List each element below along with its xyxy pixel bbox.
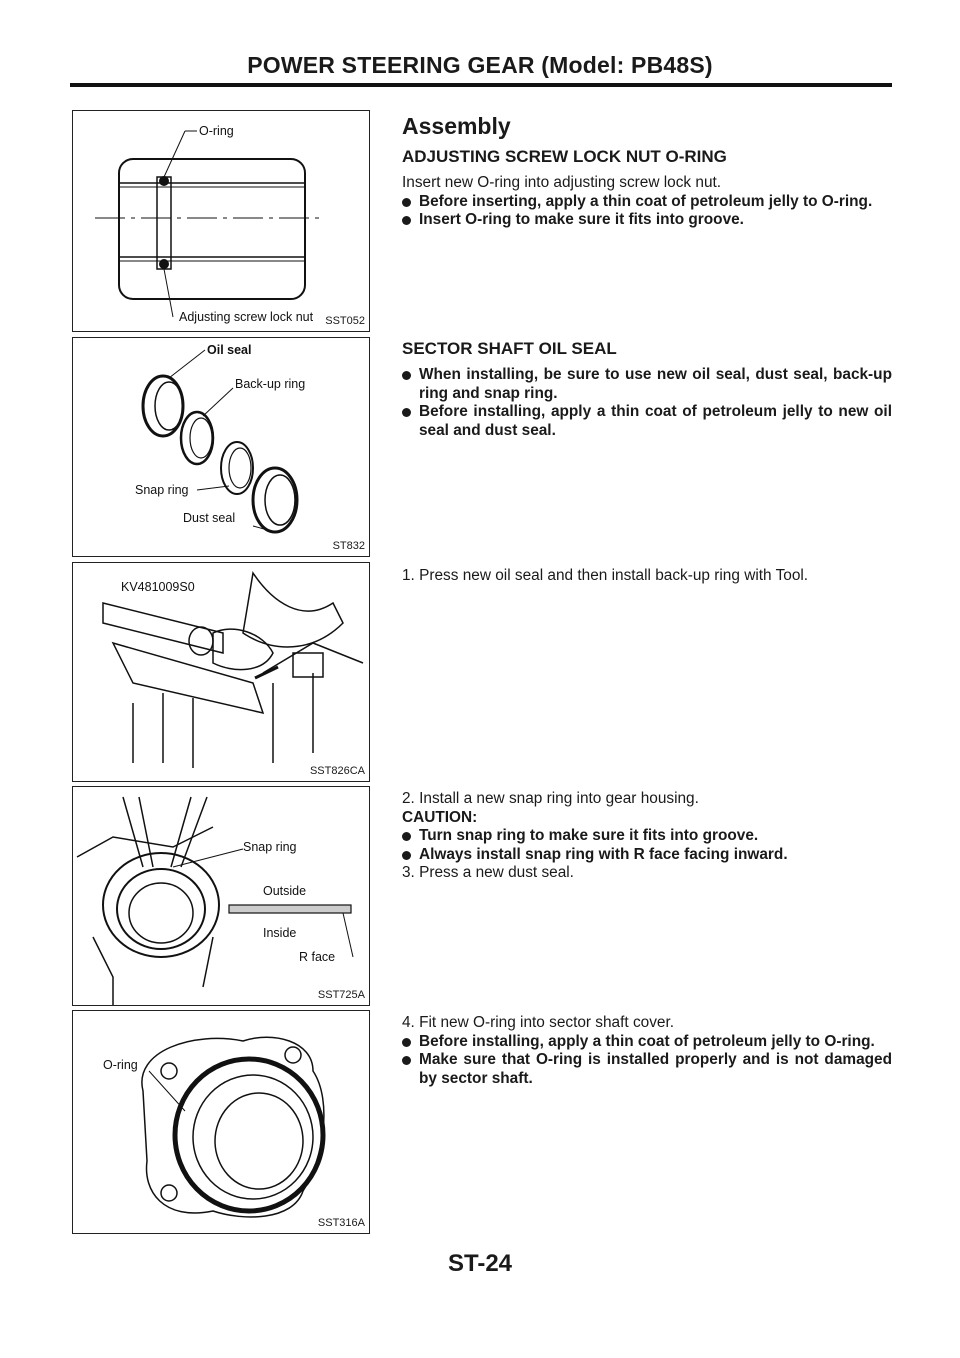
section-title: Assembly bbox=[402, 113, 511, 139]
figure-code: SST052 bbox=[325, 315, 365, 327]
seals-illustration bbox=[73, 338, 369, 556]
caution-label: CAUTION: bbox=[402, 808, 478, 826]
section-assembly bbox=[402, 112, 892, 230]
bullet-icon bbox=[402, 408, 411, 417]
label-r-face: R face bbox=[299, 950, 336, 964]
heading-lock-nut-oring: ADJUSTING SCREW LOCK NUT O-RING bbox=[402, 147, 727, 166]
label-tool-number: KV481009S0 bbox=[121, 580, 195, 594]
figure-code: SST826CA bbox=[309, 765, 365, 777]
figure-sector-shaft-cover bbox=[72, 1010, 370, 1234]
label-o-ring: O-ring bbox=[199, 124, 234, 138]
bullet-item bbox=[402, 211, 892, 230]
bullet-icon bbox=[402, 1038, 411, 1047]
page-number: ST-24 bbox=[447, 1250, 513, 1277]
bullet-item bbox=[402, 1051, 892, 1088]
bullet-icon bbox=[402, 216, 411, 225]
bullet-item bbox=[402, 193, 892, 212]
steps-2-3 bbox=[402, 790, 892, 883]
bullet-item bbox=[402, 1033, 892, 1052]
lock-nut-oring-illustration bbox=[73, 111, 369, 331]
label-o-ring: O-ring bbox=[103, 1058, 138, 1072]
section-sector-shaft-oil-seal bbox=[402, 338, 892, 440]
bullet-icon bbox=[402, 1056, 411, 1065]
figure-lock-nut-oring bbox=[72, 110, 370, 332]
bullet-text: Insert O-ring to make sure it fits into groove. bbox=[419, 211, 744, 229]
bullet-item bbox=[402, 403, 892, 440]
bullet-item bbox=[402, 366, 892, 403]
bullet-text: When installing, be sure to use new oil seal, dust seal, back-up ring and snap ring. bbox=[419, 366, 892, 402]
figure-code: SST316A bbox=[317, 1217, 365, 1229]
bullet-item bbox=[402, 827, 892, 846]
figure-press-oil-seal bbox=[72, 562, 370, 782]
label-oil-seal: Oil seal bbox=[207, 343, 252, 357]
figure-code: SST725A bbox=[317, 989, 365, 1001]
intro-text: Insert new O-ring into adjusting screw lock nut. bbox=[402, 174, 722, 191]
step-2-text: 2. Install a new snap ring into gear housing. bbox=[402, 790, 699, 807]
label-snap-ring: Snap ring bbox=[135, 483, 189, 497]
press-tool-illustration bbox=[73, 563, 369, 781]
figure-code: ST832 bbox=[332, 540, 365, 552]
step-4 bbox=[402, 1014, 892, 1088]
sector-shaft-cover-illustration bbox=[73, 1011, 369, 1233]
bullet-text: Before inserting, apply a thin coat of petroleum jelly to O-ring. bbox=[419, 192, 873, 210]
label-back-up-ring: Back-up ring bbox=[235, 377, 306, 391]
bullet-icon bbox=[402, 198, 411, 207]
bullet-item bbox=[402, 846, 892, 865]
page-header-title: POWER STEERING GEAR (Model: PB48S) bbox=[247, 52, 713, 78]
snap-ring-illustration bbox=[73, 787, 369, 1005]
step-3-text: 3. Press a new dust seal. bbox=[402, 864, 574, 882]
bullet-text: Turn snap ring to make sure it fits into groove. bbox=[419, 827, 759, 845]
label-dust-seal: Dust seal bbox=[183, 511, 236, 525]
header-rule bbox=[70, 83, 892, 87]
label-outside: Outside bbox=[263, 884, 307, 898]
heading-sector-shaft-oil-seal: SECTOR SHAFT OIL SEAL bbox=[402, 339, 617, 358]
step-1-text: 1. Press new oil seal and then install back-up ring with Tool. bbox=[402, 567, 809, 584]
label-inside: Inside bbox=[263, 926, 297, 940]
bullet-icon bbox=[402, 371, 411, 380]
bullet-text: Make sure that O-ring is installed properly and is not damaged by sector shaft. bbox=[419, 1051, 892, 1087]
figure-sector-seals bbox=[72, 337, 370, 557]
bullet-icon bbox=[402, 851, 411, 860]
bullet-text: Before installing, apply a thin coat of petroleum jelly to O-ring. bbox=[419, 1032, 875, 1050]
label-snap-ring: Snap ring bbox=[243, 840, 297, 854]
step-1 bbox=[402, 567, 892, 586]
step-4-text: 4. Fit new O-ring into sector shaft cover. bbox=[402, 1014, 675, 1031]
bullet-icon bbox=[402, 832, 411, 841]
figure-snap-ring bbox=[72, 786, 370, 1006]
bullet-text: Always install snap ring with R face facing inward. bbox=[419, 845, 788, 863]
label-adjusting-screw-lock-nut: Adjusting screw lock nut bbox=[179, 310, 314, 324]
bullet-text: Before installing, apply a thin coat of petroleum jelly to new oil seal and dust seal. bbox=[419, 403, 892, 439]
